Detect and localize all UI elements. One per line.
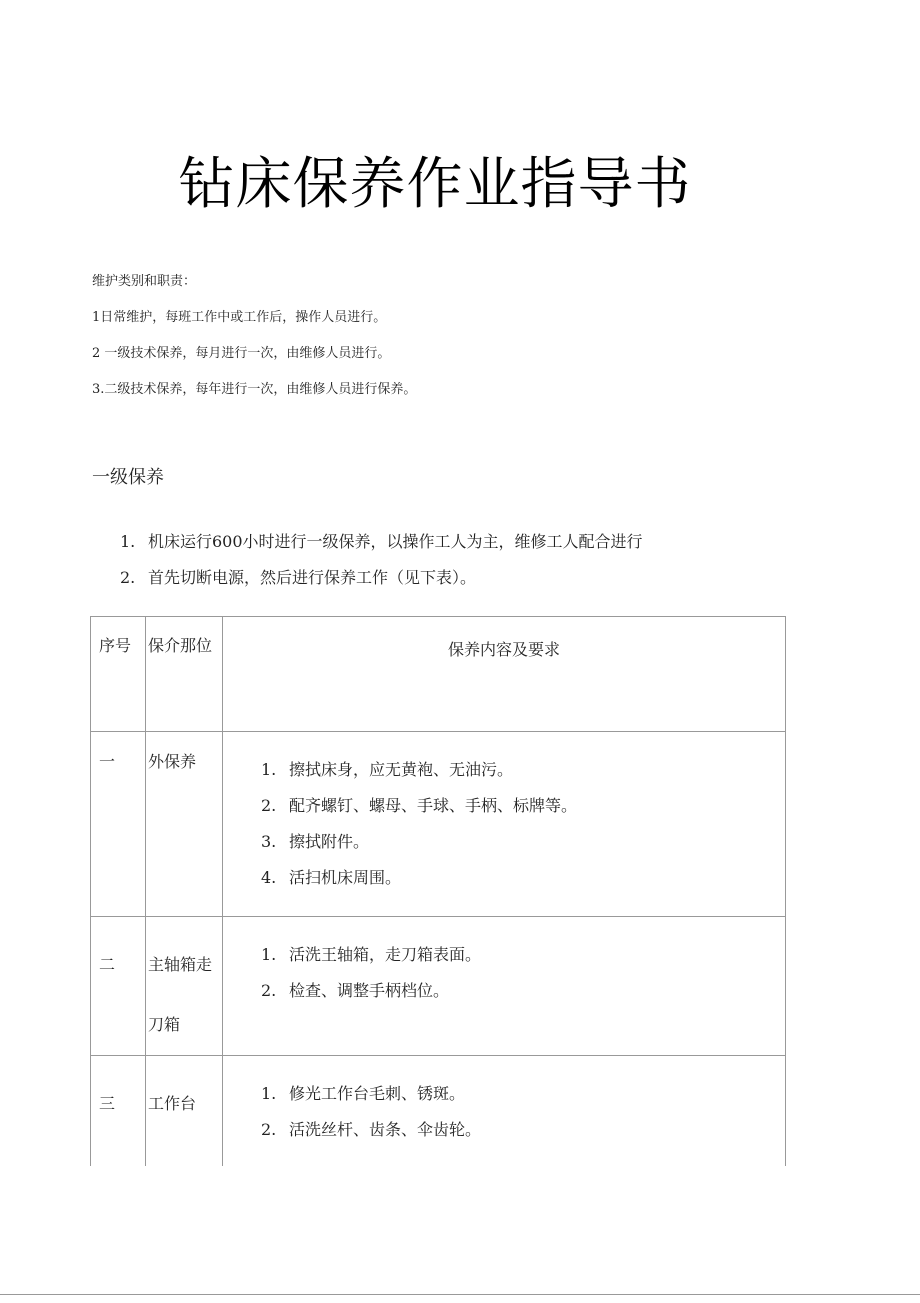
row-items [261, 1056, 785, 1148]
row-items [261, 917, 785, 1009]
item-text: 活洗丝杆、齿条、伞齿轮。 [289, 1120, 482, 1139]
item-number: 2. [261, 796, 277, 815]
item-text: 配齐螺钉、螺母、手球、手柄、标牌等。 [289, 796, 578, 815]
list-item [261, 752, 785, 788]
intro-line: 2 一级技术保养，每月进行一次，由维修人员进行。 [92, 346, 391, 361]
intro-line: 3.二级技术保养，每年进行一次，由维修人员进行保养。 [92, 382, 417, 397]
row-number: 一 [99, 752, 116, 771]
row-part: 外保养 [148, 752, 197, 771]
item-number: 1. [261, 760, 277, 779]
row-part: 主轴箱走刀箱 [148, 955, 213, 1034]
item-number: 1. [261, 1084, 277, 1103]
list-item [261, 1076, 785, 1112]
item-text: 修光工作台毛刺、锈斑。 [289, 1084, 466, 1103]
step-list [120, 524, 643, 596]
step-number: 2. [120, 568, 136, 587]
page-bottom-divider [0, 1294, 920, 1295]
list-item [261, 1112, 785, 1148]
table-header-row [91, 617, 786, 732]
table-row [91, 917, 786, 1056]
list-item [261, 788, 785, 824]
table-row [91, 732, 786, 917]
list-item [261, 973, 785, 1009]
list-item [261, 937, 785, 973]
header-no: 序号 [91, 617, 146, 732]
row-part: 工作台 [148, 1094, 197, 1113]
row-number: 二 [99, 955, 116, 974]
step-item [120, 524, 643, 560]
item-number: 2. [261, 1120, 277, 1139]
row-number: 三 [99, 1094, 116, 1113]
list-item [261, 860, 785, 896]
item-number: 1. [261, 945, 277, 964]
item-number: 3. [261, 832, 277, 851]
list-item [261, 824, 785, 860]
item-number: 4. [261, 868, 277, 887]
step-text: 机床运行600小时进行一级保养，以操作工人为主，维修工人配合进行 [148, 532, 643, 551]
intro-line: 1日常维护，每班工作中或工作后，操作人员进行。 [92, 310, 387, 325]
item-text: 活扫机床周围。 [289, 868, 402, 887]
item-text: 活洗王轴箱，走刀箱表面。 [289, 945, 482, 964]
header-part: 保介那位 [146, 617, 223, 732]
item-text: 检查、调整手柄档位。 [289, 981, 450, 1000]
section-heading: 一级保养 [92, 467, 164, 488]
step-text: 首先切断电源，然后进行保养工作（见下表）。 [148, 568, 477, 587]
item-number: 2. [261, 981, 277, 1000]
intro-heading: 维护类别和职责： [92, 274, 197, 289]
page-title: 钻床保养作业指导书 [178, 152, 692, 217]
row-items [261, 732, 785, 896]
maintenance-table [90, 616, 786, 1166]
item-text: 擦拭床身，应无黄袍、无油污。 [289, 760, 514, 779]
header-content: 保养内容及要求 [223, 617, 786, 732]
intro-block [92, 264, 416, 408]
step-number: 1. [120, 532, 136, 551]
table-row [91, 1056, 786, 1167]
item-text: 擦拭附件。 [289, 832, 370, 851]
step-item [120, 560, 643, 596]
